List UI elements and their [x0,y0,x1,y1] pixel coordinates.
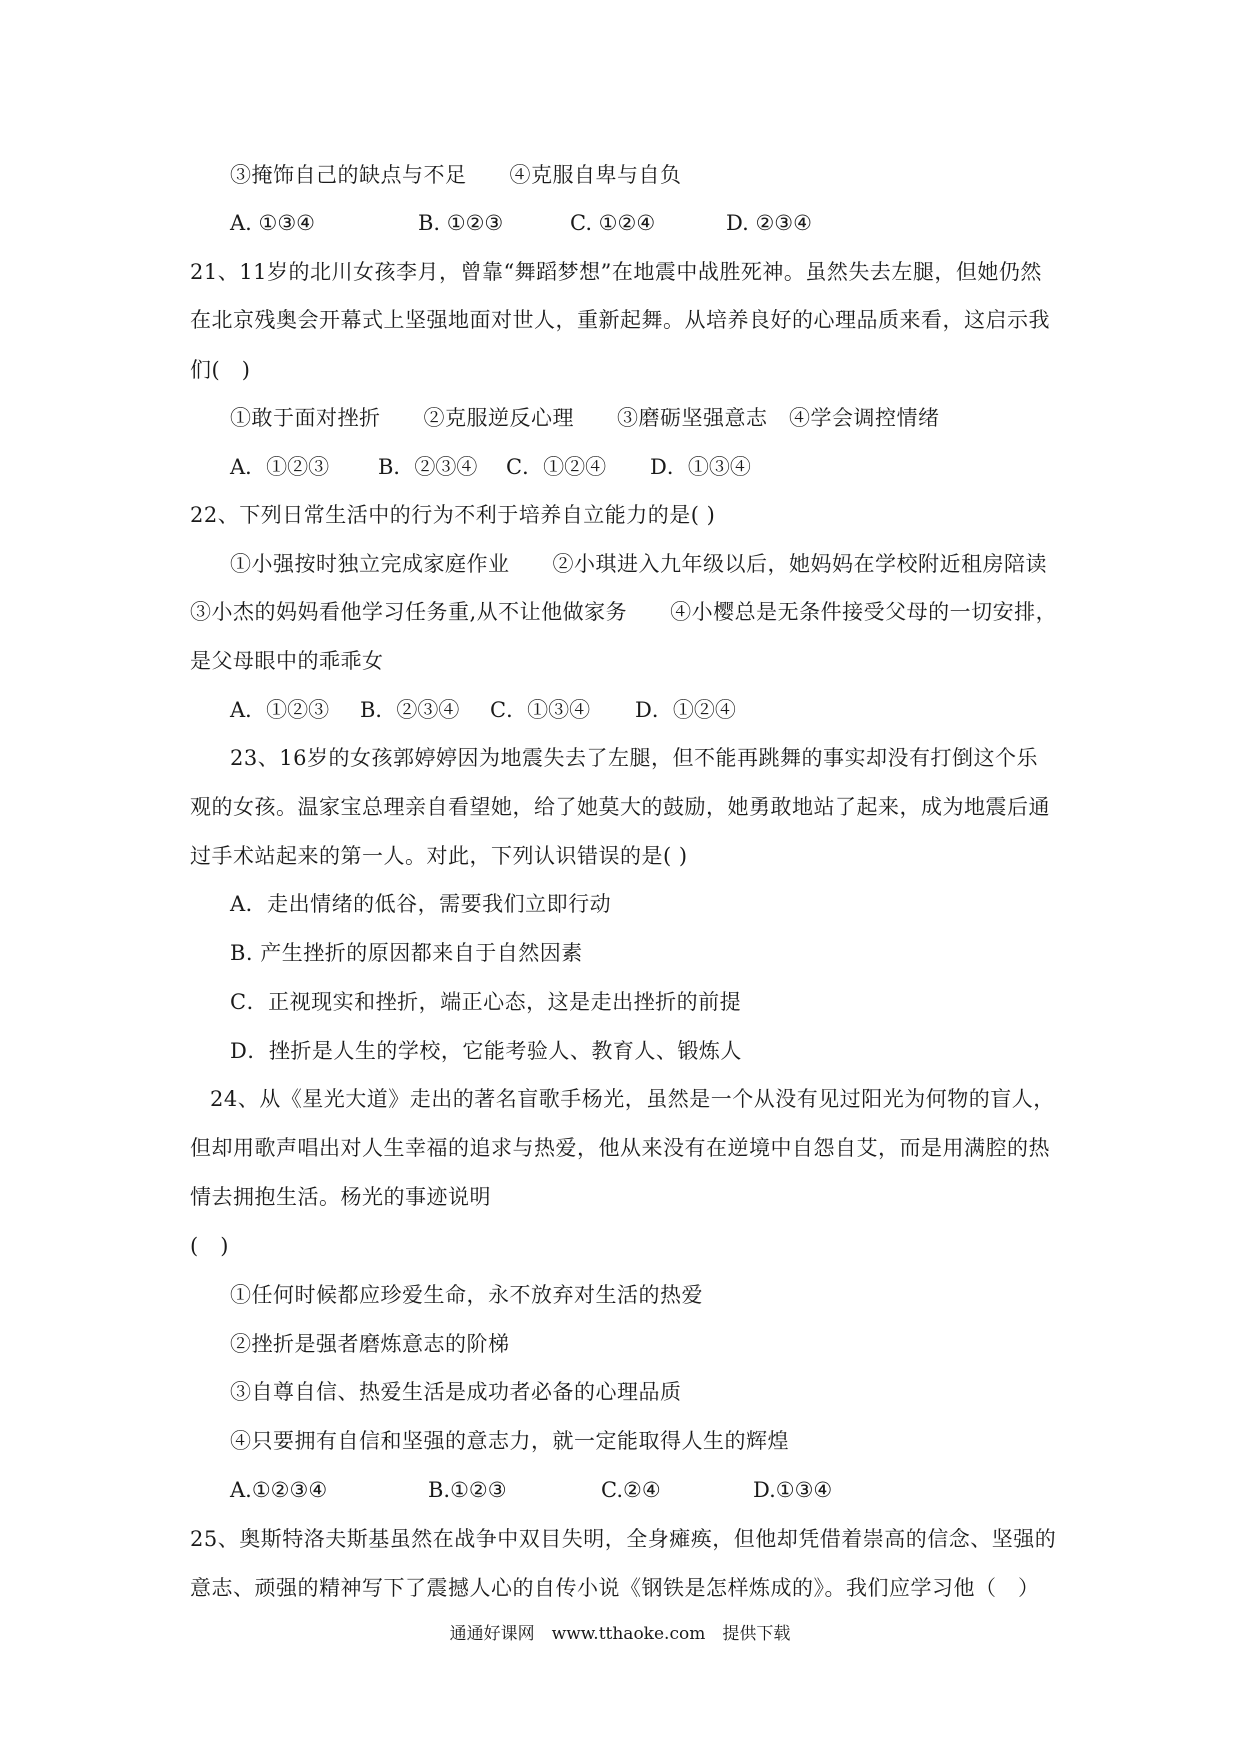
q22-option-c: C．①③④ [490,698,591,722]
q22-option-b: B．②③④ [360,698,460,722]
q20-option-a: A. ①③④ [230,211,315,235]
q23-line-1: 23、16岁的女孩郭婷婷因为地震失去了左腿，但不能再跳舞的事实却没有打倒这个乐 [230,746,1038,770]
q23-option-c: C．正视现实和挫折，端正心态，这是走出挫折的前提 [230,990,742,1014]
q22-option-d: D．①②④ [635,698,736,722]
q21-line-2: 在北京残奥会开幕式上坚强地面对世人，重新起舞。从培养良好的心理品质来看，这启示我 [190,308,1050,332]
q24-item-2: ②挫折是强者磨炼意志的阶梯 [230,1332,510,1356]
q22-option-a: A．①②③ [230,698,330,722]
q24-option-d: D.①③④ [753,1478,833,1502]
q21-option-a: A．①②③ [230,455,330,479]
q23-option-d: D．挫折是人生的学校，它能考验人、教育人、锻炼人 [230,1039,742,1063]
q22-line-1: ①小强按时独立完成家庭作业 ②小琪进入九年级以后，她妈妈在学校附近租房陪读 [230,552,1047,576]
q24-line-2: 但却用歌声唱出对人生幸福的追求与热爱，他从来没有在逆境中自怨自艾，而是用满腔的热 [190,1136,1050,1160]
q21-items: ①敢于面对挫折 ②克服逆反心理 ③磨砺坚强意志 ④学会调控情绪 [230,406,940,430]
q22-stem: 22、下列日常生活中的行为不利于培养自立能力的是( ) [190,503,716,527]
q23-line-2: 观的女孩。温家宝总理亲自看望她，给了她莫大的鼓励，她勇敢地站了起来，成为地震后通 [190,795,1050,819]
q20-items-line: ③掩饰自己的缺点与不足 ④克服自卑与自负 [230,163,682,187]
q24-item-4: ④只要拥有自信和坚强的意志力，就一定能取得人生的辉煌 [230,1429,789,1453]
q24-options [230,1475,832,1505]
q21-option-c: C．①②④ [506,455,607,479]
q24-item-1: ①任何时候都应珍爱生命，永不放弃对生活的热爱 [230,1283,703,1307]
q25-line-1: 25、奥斯特洛夫斯基虽然在战争中双目失明，全身瘫痪，但他却凭借着崇高的信念、坚强的 [190,1527,1057,1551]
q22-line-2: ③小杰的妈妈看他学习任务重,从不让他做家务 ④小樱总是无条件接受父母的一切安排， [190,600,1058,624]
q23-option-a: A．走出情绪的低谷，需要我们立即行动 [230,892,612,916]
q24-line-4: ( ) [190,1234,229,1258]
q24-option-c: C.②④ [601,1478,661,1502]
q20-option-b: B. ①②③ [418,211,504,235]
q24-option-a: A.①②③④ [230,1478,328,1502]
q24-item-3: ③自尊自信、热爱生活是成功者必备的心理品质 [230,1380,682,1404]
q20-options [230,208,812,238]
q24-line-3: 情去拥抱生活。杨光的事迹说明 [190,1185,491,1209]
q21-line-3: 们( ) [190,358,251,382]
q21-line-1: 21、11岁的北川女孩李月，曾靠“舞蹈梦想”在地震中战胜死神。虽然失去左腿，但她仍然 [190,260,1042,284]
q21-option-b: B．②③④ [378,455,478,479]
q25-line-2: 意志、顽强的精神写下了震撼人心的自传小说《钢铁是怎样炼成的》。我们应学习他（ ） [190,1576,1040,1600]
page-footer: 通通好课网 www.tthaoke.com 提供下载 [449,1624,791,1644]
q24-line-1: 24、从《星光大道》走出的著名盲歌手杨光，虽然是一个从没有见过阳光为何物的盲人， [210,1087,1055,1111]
q22-line-3: 是父母眼中的乖乖女 [190,649,384,673]
q22-options [230,695,736,725]
q23-option-b: B. 产生挫折的原因都来自于自然因素 [230,941,583,965]
q20-option-d: D. ②③④ [726,211,812,235]
q21-option-d: D．①③④ [650,455,751,479]
q21-options [230,452,751,482]
q20-option-c: C. ①②④ [570,211,656,235]
q23-line-3: 过手术站起来的第一人。对此，下列认识错误的是( ) [190,844,688,868]
q24-option-b: B.①②③ [428,1478,507,1502]
